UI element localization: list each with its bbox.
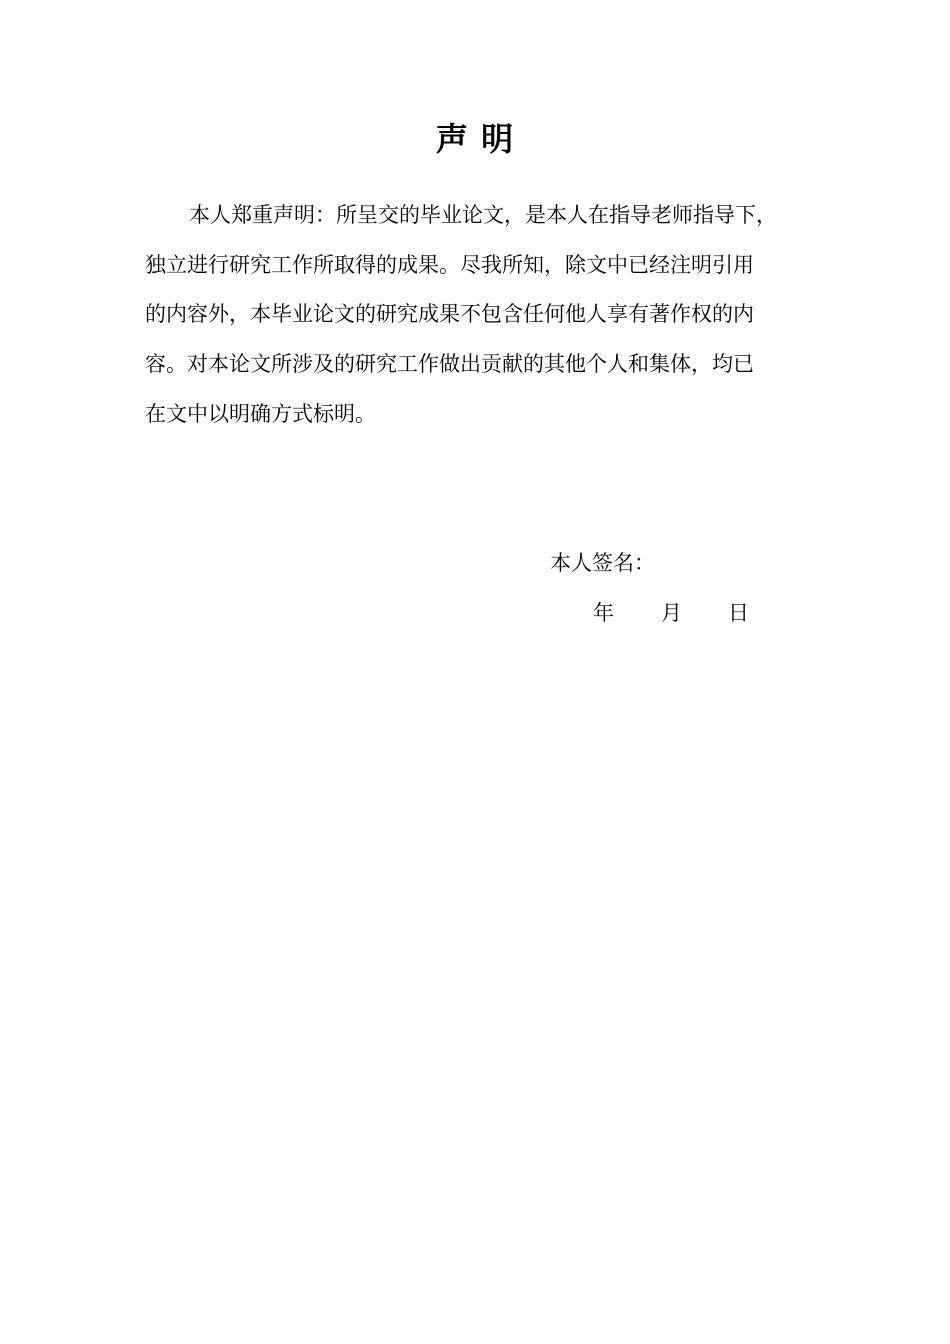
date-day-label: 日 [728, 601, 749, 625]
signature-label: 本人签名： [550, 551, 655, 575]
body-line: 独立进行研究工作所取得的成果。尽我所知，除文中已经注明引用 [145, 253, 754, 277]
page-title: 声 明 [435, 120, 515, 158]
body-line: 的内容外，本毕业论文的研究成果不包含任何他人享有著作权的内 [145, 302, 754, 326]
date-month-label: 月 [661, 601, 682, 625]
body-line: 容。对本论文所涉及的研究工作做出贡献的其他个人和集体，均已 [145, 352, 754, 376]
body-line: 本人郑重声明：所呈交的毕业论文，是本人在指导老师指导下， [189, 203, 777, 227]
body-line: 在文中以明确方式标明。 [145, 402, 376, 426]
date-year-label: 年 [593, 601, 614, 625]
